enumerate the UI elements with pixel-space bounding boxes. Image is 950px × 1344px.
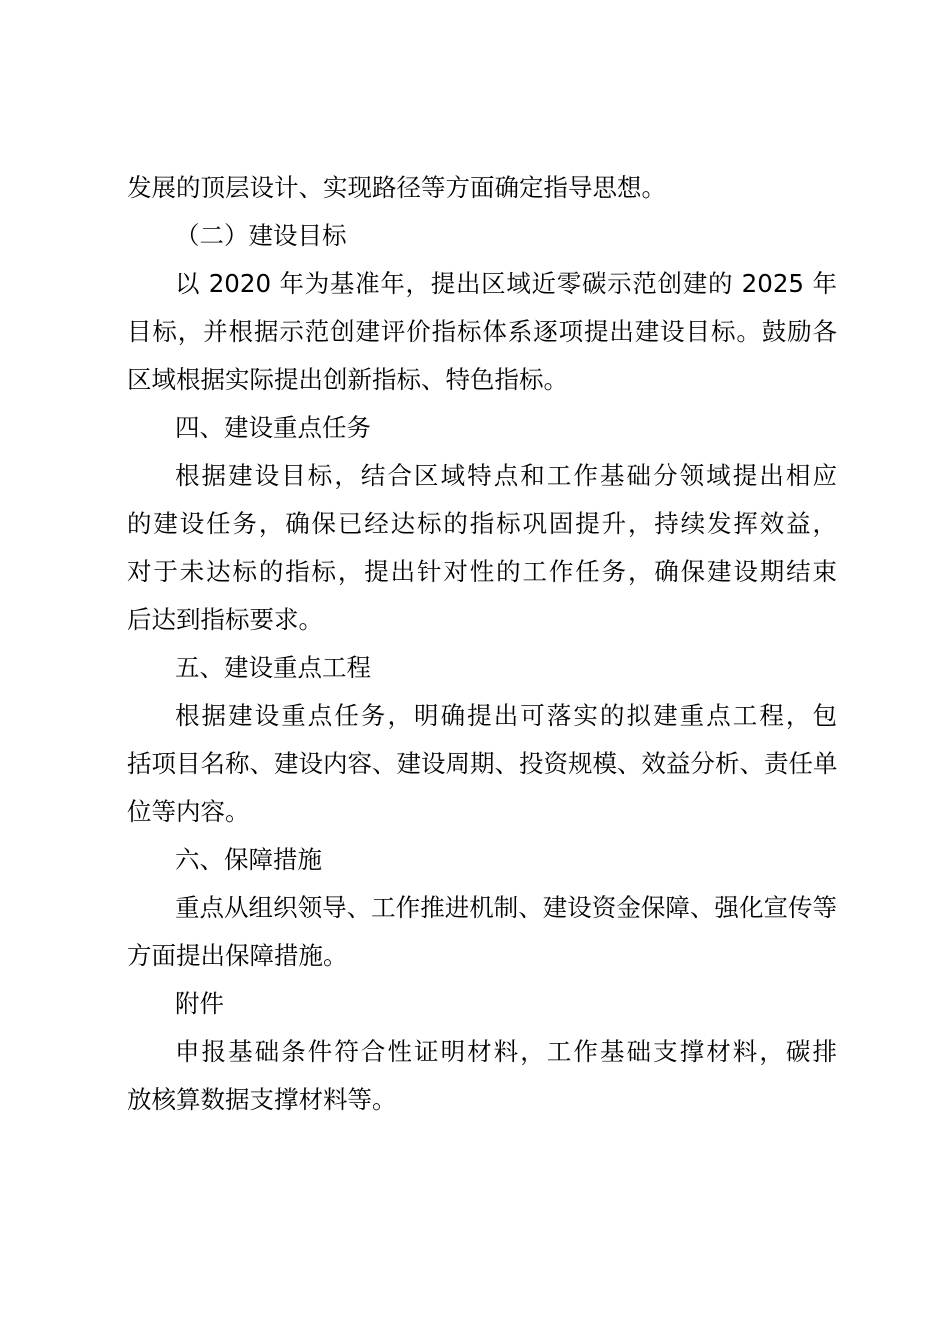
paragraph-line: 后达到指标要求。 [127,605,323,634]
section-heading: 六、保障措施 [175,845,322,874]
paragraph-line: 发展的顶层设计、实现路径等方面确定指导思想。 [127,173,666,202]
paragraph-line: 位等内容。 [127,797,250,826]
paragraph-line: 区域根据实际提出创新指标、特色指标。 [127,365,568,394]
paragraph-line: 的建设任务，确保已经达标的指标巩固提升，持续发挥效益， [127,509,837,538]
paragraph-line: 根据建设重点任务，明确提出可落实的拟建重点工程，包 [175,701,837,730]
paragraph-line: 目标，并根据示范创建评价指标体系逐项提出建设目标。鼓励各 [127,317,837,346]
paragraph-line: 括项目名称、建设内容、建设周期、投资规模、效益分析、责任单 [127,749,837,778]
section-heading: 四、建设重点任务 [175,413,371,442]
paragraph-line: 方面提出保障措施。 [127,941,348,970]
subsection-heading: （二）建设目标 [175,221,347,250]
paragraph-line: 放核算数据支撑材料等。 [127,1085,397,1114]
paragraph-line: 以 2020 年为基准年，提出区域近零碳示范创建的 2025 年 [175,269,837,298]
section-heading: 五、建设重点工程 [175,653,371,682]
paragraph-line: 根据建设目标，结合区域特点和工作基础分领域提出相应 [175,461,837,490]
paragraph-line: 申报基础条件符合性证明材料，工作基础支撑材料，碳排 [175,1037,837,1066]
paragraph-line: 对于未达标的指标，提出针对性的工作任务，确保建设期结束 [127,557,837,586]
attachment-heading: 附件 [175,989,224,1018]
paragraph-line: 重点从组织领导、工作推进机制、建设资金保障、强化宣传等 [175,893,837,922]
